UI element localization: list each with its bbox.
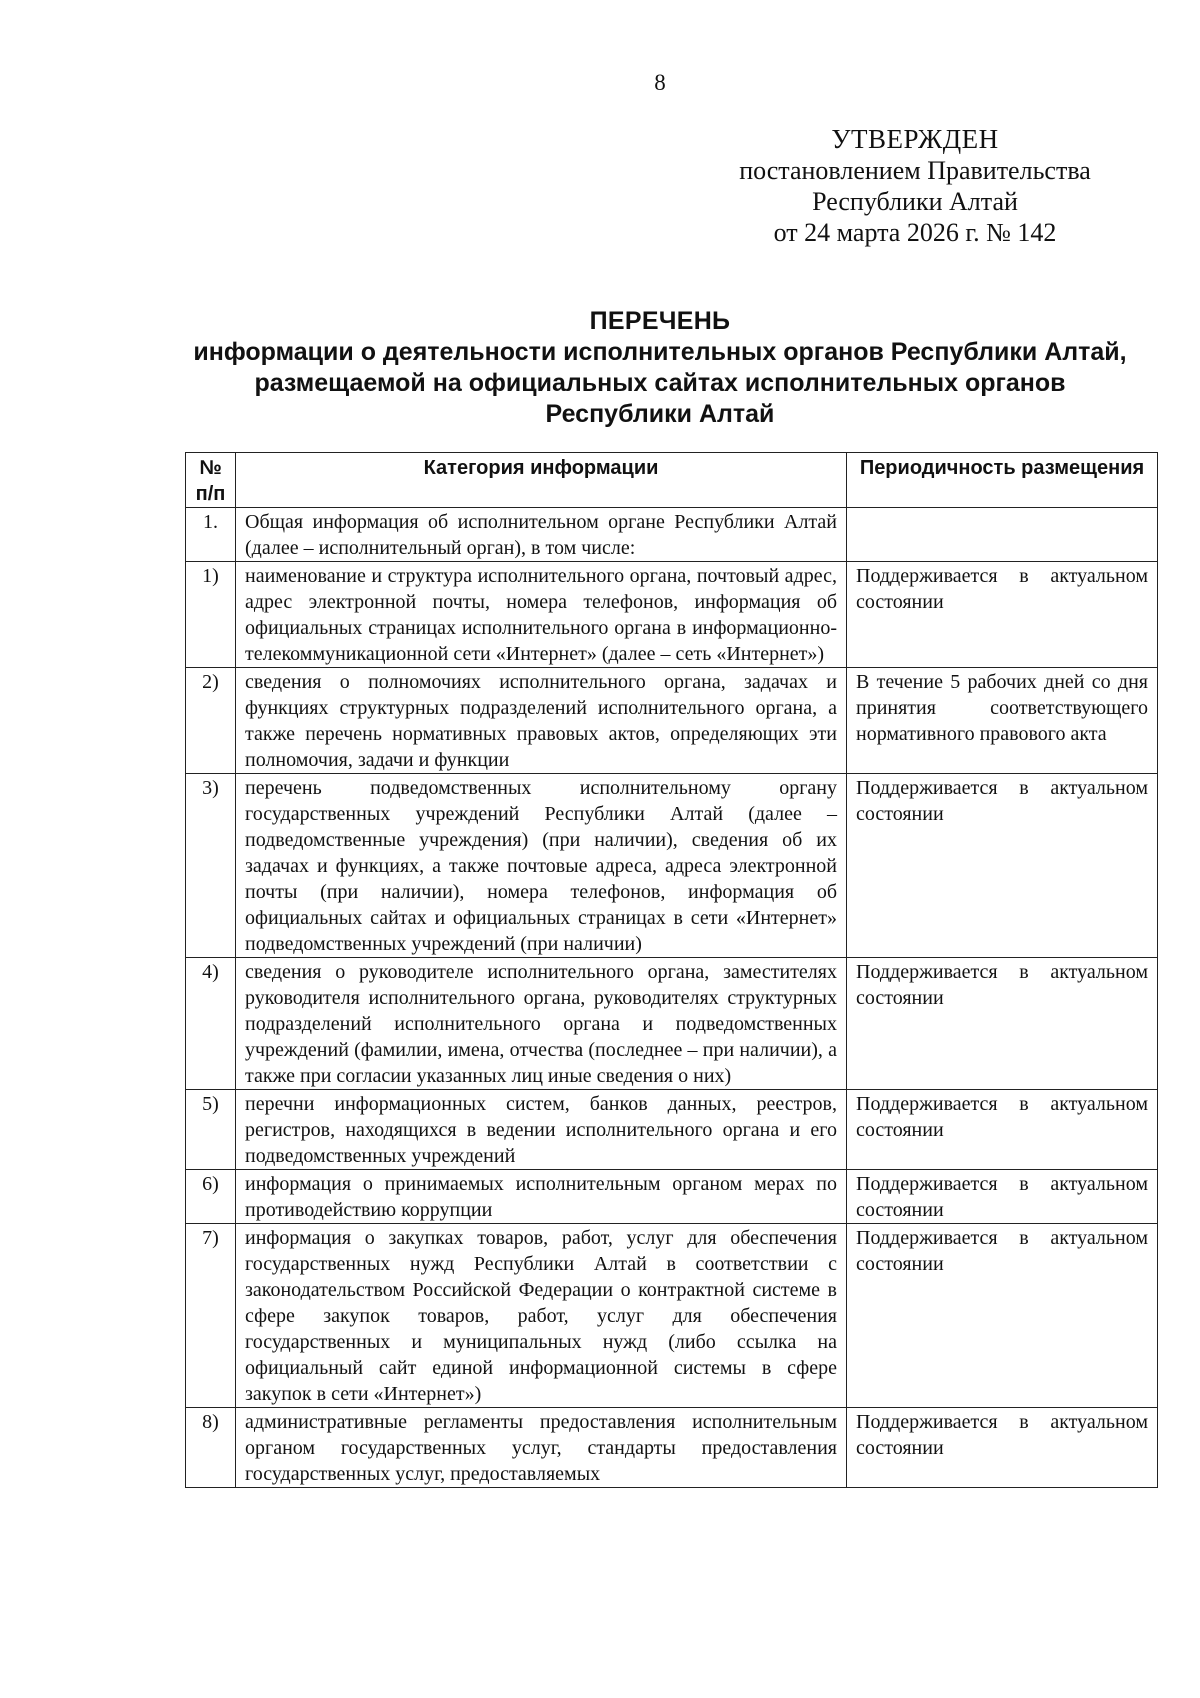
- row-number: 1): [186, 562, 236, 668]
- row-category: наименование и структура исполнительного органа, почтовый адрес, адрес электронной почты, номера телефонов, информация об официальных страницах исполнительного органа в информационно-телекоммуникационной сети «Интернет» (далее – сеть «Интернет»): [236, 562, 847, 668]
- table-row: [186, 668, 1158, 774]
- page-number: 8: [654, 70, 666, 95]
- row-category: сведения о руководителе исполнительного органа, заместителях руководителя исполнительного органа, руководителях структурных подразделений исполнительного органа и подведомственных учреждений (фамилии, имена, отчества (последнее – при наличии), а также при согласии указанных лиц иные сведения о них): [236, 958, 847, 1090]
- row-category-text: административные регламенты предоставления исполнительным органом государственных услуг, стандарты предоставления государственных услуг, предоставляемых: [245, 1411, 837, 1485]
- approval-stamp: [700, 124, 1130, 248]
- row-number: 5): [186, 1090, 236, 1170]
- row-number: 6): [186, 1170, 236, 1224]
- table-row: [186, 562, 1158, 668]
- row-period: Поддерживается в актуальном состоянии: [847, 1170, 1158, 1224]
- row-category: перечень подведомственных исполнительному органу государственных учреждений Республики Алтай (далее – подведомственные учреждения) (при наличии), сведения об их задачах и функциях, а также почтовые адреса, адреса электронной почты (при наличии), номера телефонов, информация об официальных сайтах и официальных страницах в сети «Интернет» подведомственных учреждений (при наличии): [236, 774, 847, 958]
- row-number: 4): [186, 958, 236, 1090]
- row-number: 8): [186, 1408, 236, 1488]
- information-list-table: [185, 452, 1158, 1488]
- header-period: Периодичность размещения: [847, 453, 1158, 508]
- table-row: [186, 958, 1158, 1090]
- approval-line-resolution: постановлением Правительства: [739, 156, 1091, 185]
- row-category: перечни информационных систем, банков данных, реестров, регистров, находящихся в ведении исполнительного органа и его подведомственных учреждений: [236, 1090, 847, 1170]
- row-category: информация о принимаемых исполнительным органом мерах по противодействию коррупции: [236, 1170, 847, 1224]
- document-title-main: ПЕРЕЧЕНЬ: [589, 307, 731, 335]
- row-category: [236, 1408, 847, 1488]
- approval-line-date: от 24 марта 2026 г. № 142: [773, 218, 1057, 247]
- document-title: [0, 306, 1200, 430]
- row-period: [847, 508, 1158, 562]
- table-row: [186, 1408, 1158, 1488]
- row-number: 3): [186, 774, 236, 958]
- row-category: информация о закупках товаров, работ, услуг для обеспечения государственных нужд Республики Алтай в соответствии с законодательством Российской Федерации о контрактной системе в сфере закупок товаров, работ, услуг для обеспечения государственных и муниципальных нужд (либо ссылка на официальный сайт единой информационной системы в сфере закупок в сети «Интернет»): [236, 1224, 847, 1408]
- row-period: Поддерживается в актуальном состоянии: [847, 958, 1158, 1090]
- document-title-line: информации о деятельности исполнительных органов Республики Алтай,: [193, 338, 1127, 366]
- document-title-line: размещаемой на официальных сайтах исполнительных органов: [254, 369, 1066, 397]
- row-period: Поддерживается в актуальном состоянии: [847, 1408, 1158, 1488]
- row-category: сведения о полномочиях исполнительного органа, задачах и функциях структурных подразделений исполнительного органа, а также перечень нормативных правовых актов, определяющих эти полномочия, задачи и функции: [236, 668, 847, 774]
- row-period: Поддерживается в актуальном состоянии: [847, 774, 1158, 958]
- table-row: [186, 1170, 1158, 1224]
- header-category: Категория информации: [236, 453, 847, 508]
- row-number: 2): [186, 668, 236, 774]
- table-row: [186, 508, 1158, 562]
- approval-line-republic: Республики Алтай: [812, 187, 1018, 216]
- table-row: [186, 1090, 1158, 1170]
- header-num: № п/п: [186, 453, 236, 508]
- row-number: 1.: [186, 508, 236, 562]
- approval-heading: УТВЕРЖДЕН: [831, 124, 999, 154]
- document-title-line: Республики Алтай: [545, 400, 775, 428]
- row-category: Общая информация об исполнительном органе Республики Алтай (далее – исполнительный орган), в том числе:: [236, 508, 847, 562]
- row-number: 7): [186, 1224, 236, 1408]
- table-row: [186, 1224, 1158, 1408]
- row-period: В течение 5 рабочих дней со дня принятия соответствующего нормативного правового акта: [847, 668, 1158, 774]
- row-period: Поддерживается в актуальном состоянии: [847, 562, 1158, 668]
- row-period: Поддерживается в актуальном состоянии: [847, 1224, 1158, 1408]
- table-row: [186, 774, 1158, 958]
- table-header-row: [186, 453, 1158, 508]
- row-period: Поддерживается в актуальном состоянии: [847, 1090, 1158, 1170]
